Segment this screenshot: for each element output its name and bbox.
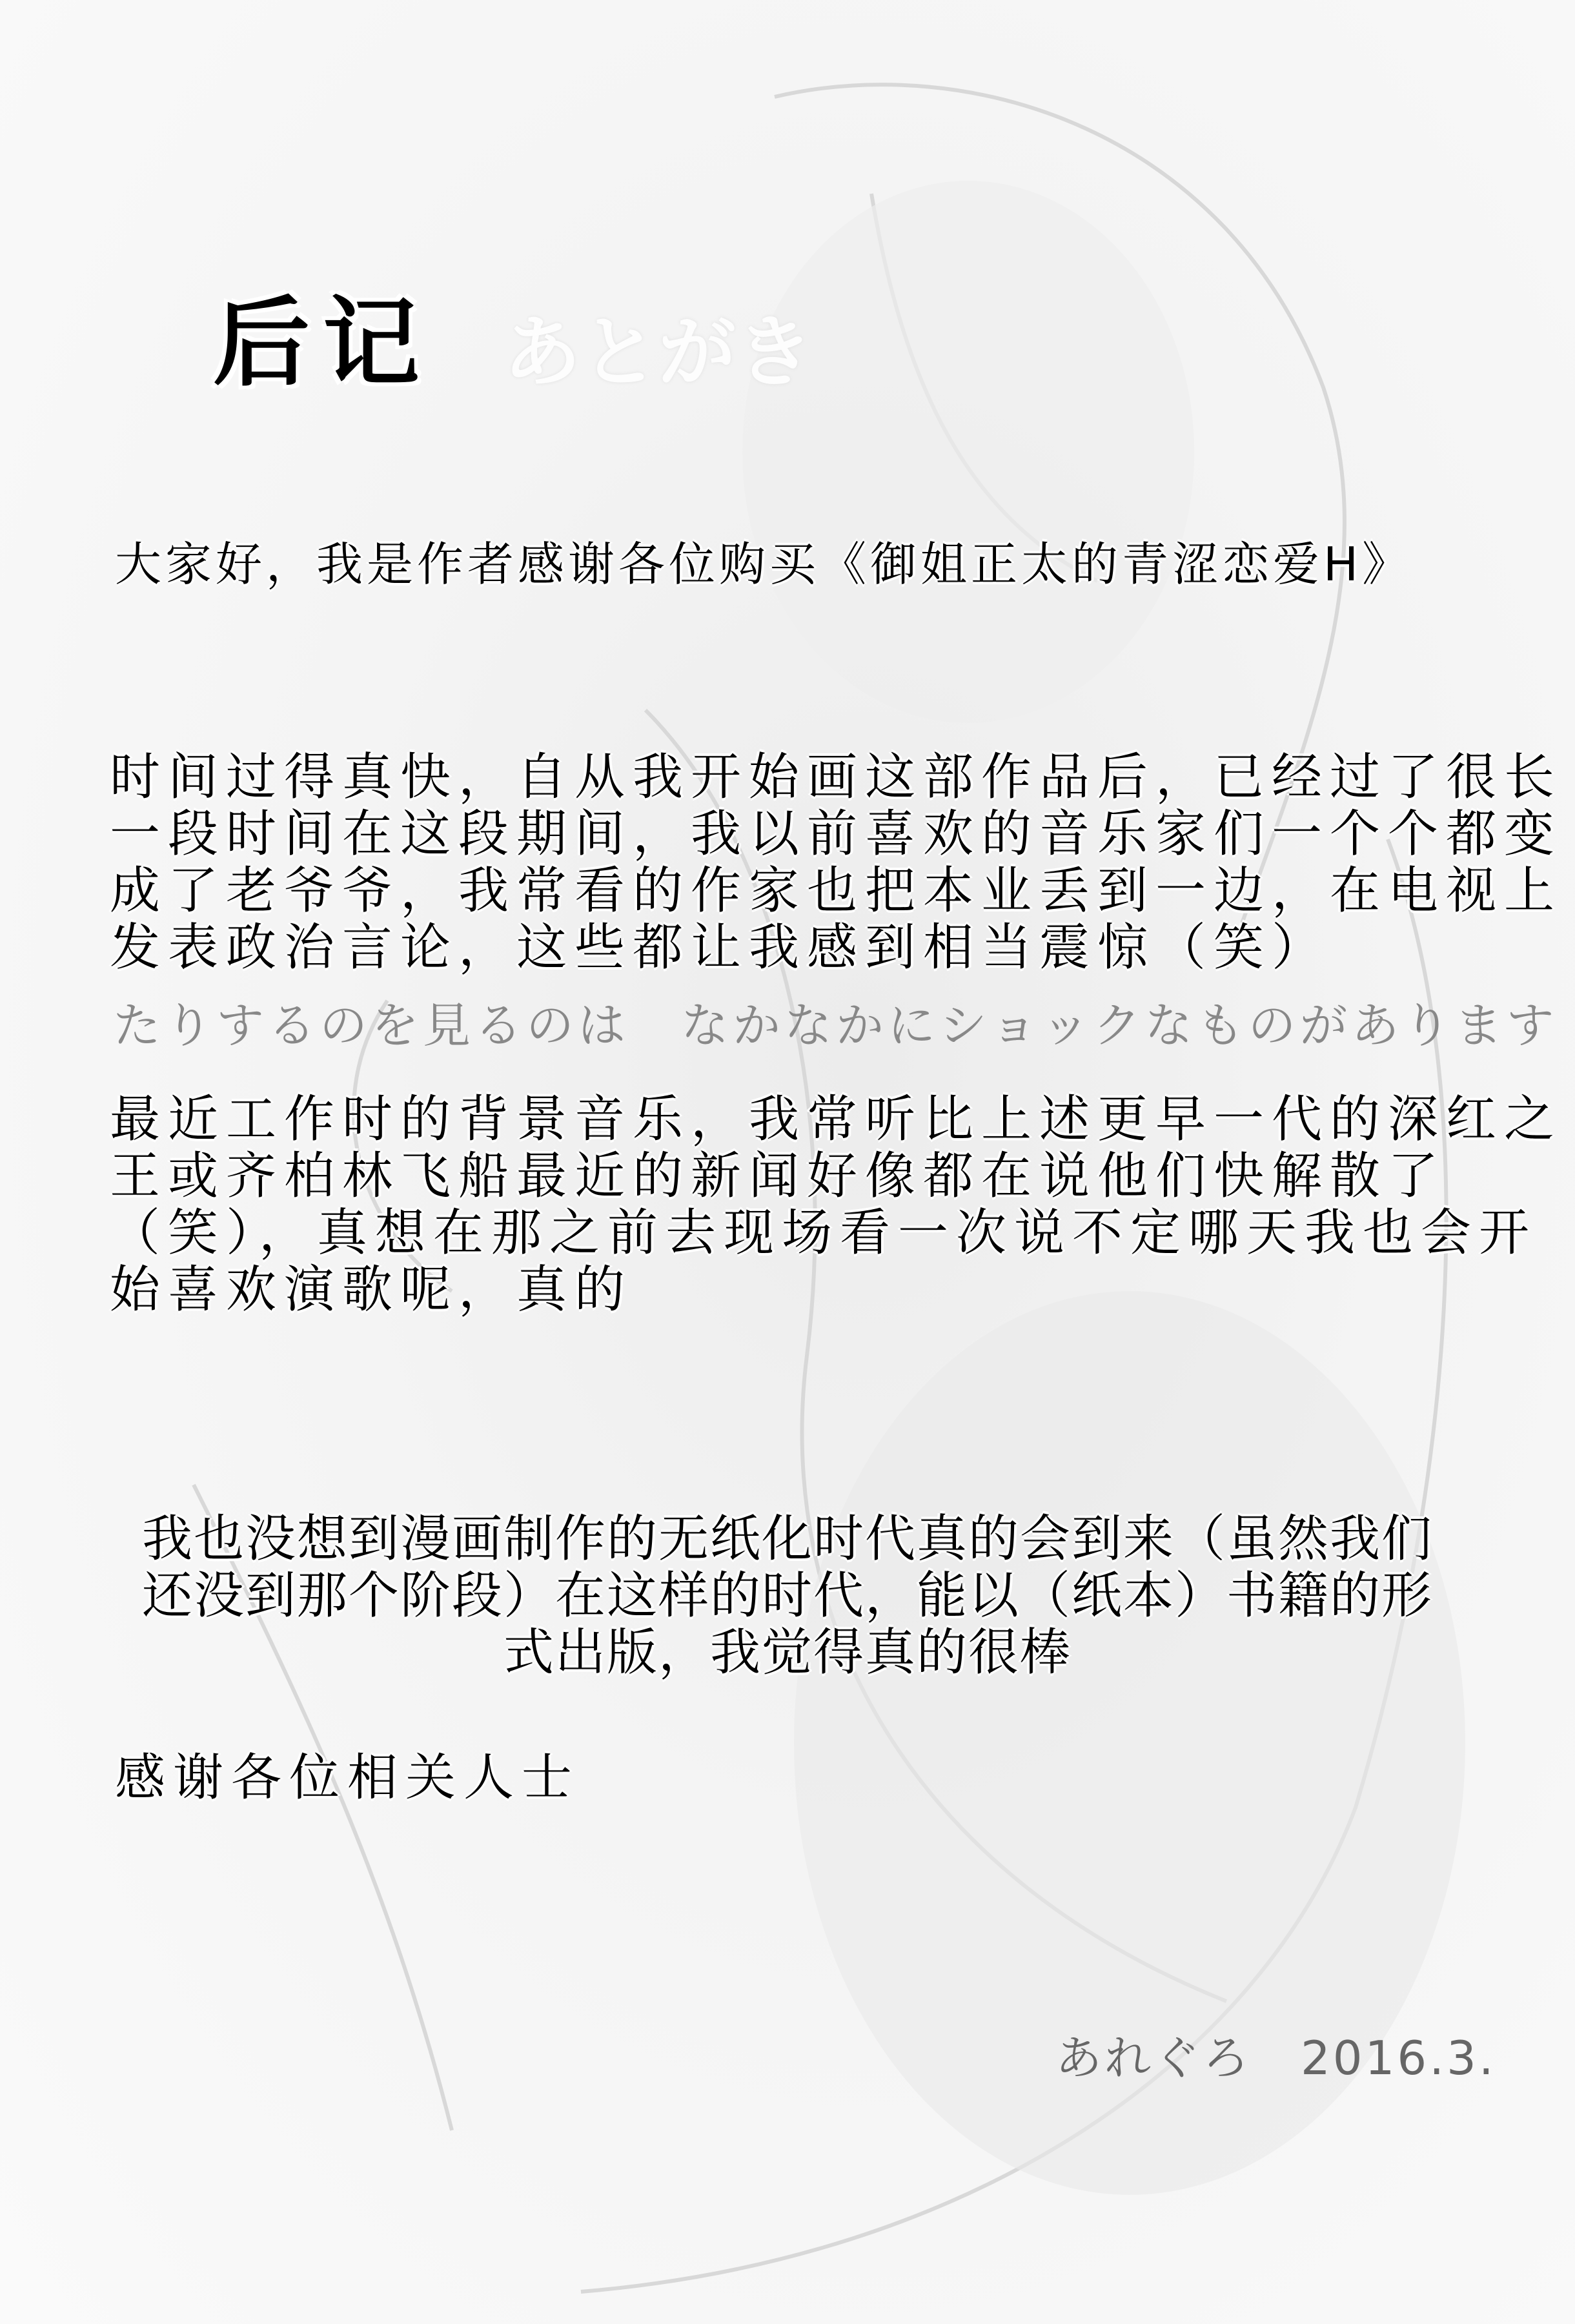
text-line: 还没到那个阶段）在这样的时代，能以（纸本）书籍的形 bbox=[141, 1567, 1433, 1625]
thanks-line: 感谢各位相关人士 bbox=[115, 1749, 580, 1807]
ghost-title: あとがき bbox=[503, 308, 813, 398]
greeting-paragraph bbox=[115, 536, 1412, 593]
paragraph-2 bbox=[110, 749, 1562, 976]
text-line: 王或齐柏林飞船最近的新闻好像都在说他们快解散了 bbox=[110, 1147, 1447, 1205]
paragraph-4 bbox=[110, 1511, 1465, 1681]
greeting-line: 大家好，我是作者感谢各位购买《御姐正太的青涩恋爱H》 bbox=[115, 537, 1413, 591]
text-line: 时间过得真快，自从我开始画这部作品后，已经过了很长 bbox=[110, 748, 1563, 806]
text-line: 我也没想到漫画制作的无纸化时代真的会到来（虽然我们 bbox=[141, 1510, 1433, 1568]
text-line: 成了老爷爷，我常看的作家也把本业丢到一边，在电视上 bbox=[110, 862, 1563, 920]
text-line: （笑），真想在那之前去现场看一次说不定哪天我也会开 bbox=[110, 1204, 1538, 1262]
author-signature: あれぐろ 2016.3. bbox=[1055, 2031, 1496, 2085]
thanks-paragraph bbox=[115, 1749, 580, 1806]
paragraph-3 bbox=[110, 1091, 1562, 1318]
japanese-residual-line: たりするのを見るのは なかなかにショックなものがあります bbox=[113, 998, 1558, 1054]
text-line: 发表政治言论，这些都让我感到相当震惊（笑） bbox=[110, 919, 1330, 977]
text-line: 式出版，我觉得真的很棒 bbox=[503, 1624, 1072, 1682]
text-line: 始喜欢演歌呢，真的 bbox=[110, 1261, 633, 1319]
text-line: 最近工作时的背景音乐，我常听比上述更早一代的深红之 bbox=[110, 1090, 1563, 1148]
text-line: 一段时间在这段期间，我以前喜欢的音乐家们一个个都变 bbox=[110, 805, 1563, 863]
page-title: 后记 bbox=[213, 287, 433, 400]
